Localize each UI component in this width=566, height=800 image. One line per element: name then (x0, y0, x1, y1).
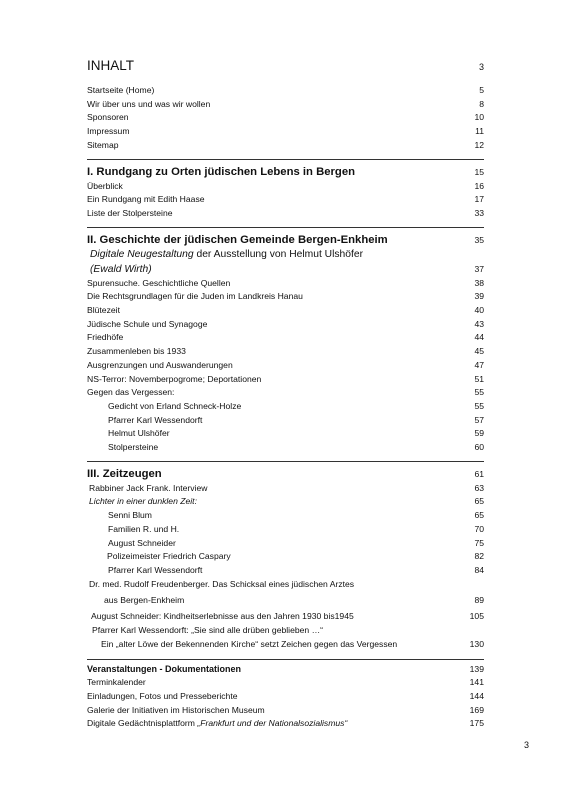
entry-page: 11 (475, 126, 484, 137)
section-heading-3[interactable] (87, 467, 484, 482)
entry-page: 45 (474, 346, 484, 357)
entry-page: 70 (474, 523, 484, 534)
entry-page: 130 (469, 638, 484, 649)
toc-entry[interactable] (87, 290, 484, 304)
toc-subentry[interactable] (87, 400, 484, 414)
entry-page: 82 (474, 551, 484, 562)
entry-label: August Schneider: Kindheitserlebnisse aus den Jahren 1930 bis1945 (91, 611, 354, 622)
entry-label: Spurensuche. Geschichtliche Quellen (87, 277, 231, 288)
entry-page: 89 (474, 595, 484, 606)
heading-label: II. Geschichte der jüdischen Gemeinde Bergen-Enkheim (87, 233, 388, 246)
entry-label-italic: „Frankfurt und der Nationalsozialismus“ (197, 718, 348, 729)
toc-entry[interactable] (87, 594, 484, 608)
entry-page: 169 (469, 704, 484, 715)
heading-label: III. Zeitzeugen (87, 467, 162, 480)
entry-label-rest: der Ausstellung von Helmut Ulshöfer (193, 248, 364, 260)
toc-entry[interactable] (87, 373, 484, 387)
toc-subentry[interactable] (87, 537, 484, 551)
entry-label: Die Rechtsgrundlagen für die Juden im Landkreis Hanau (87, 291, 303, 302)
entry-label: Zusammenleben bis 1933 (87, 346, 186, 357)
entry-label: Gegen das Vergessen: (87, 387, 175, 398)
toc-title-page: 3 (478, 62, 484, 72)
toc-entry[interactable] (87, 139, 484, 153)
entry-label: Impressum (87, 126, 130, 137)
toc-title: INHALT (87, 58, 135, 73)
toc-entry[interactable] (87, 277, 484, 291)
toc-entry[interactable] (87, 318, 484, 332)
toc-title-row (87, 56, 484, 77)
entry-label: Sponsoren (87, 112, 129, 123)
entry-label-italic: Digitale Neugestaltung (90, 248, 194, 260)
entry-label: Senni Blum (108, 510, 152, 521)
entry-label: Gedicht von Erland Schneck-Holze (108, 400, 242, 411)
entry-page: 105 (469, 611, 484, 622)
entry-page: 51 (474, 373, 484, 384)
toc-subentry[interactable] (87, 550, 484, 564)
entry-label: Pfarrer Karl Wessendorft (108, 414, 203, 425)
entry-page: 65 (474, 510, 484, 521)
entry-page: 141 (469, 677, 484, 688)
page-number: 3 (524, 740, 530, 750)
toc-subentry[interactable] (87, 427, 484, 441)
entry-label: Startseite (Home) (87, 85, 155, 95)
entry-label: Galerie der Initiativen im Historischen Museum (87, 704, 265, 715)
entry-label: NS-Terror: Novemberpogrome; Deportationen (87, 373, 262, 384)
toc-entry[interactable] (87, 359, 484, 373)
entry-page: 12 (474, 139, 484, 150)
entry-page: 39 (474, 291, 484, 302)
entry-label: Helmut Ulshöfer (108, 428, 170, 439)
heading-page: 139 (469, 664, 484, 675)
toc-entry[interactable] (87, 207, 484, 221)
entry-label: Pfarrer Karl Wessendorft: „Sie sind alle drüben geblieben …“ (92, 624, 324, 635)
heading-page: 15 (474, 166, 484, 177)
entry-page: 38 (474, 277, 484, 288)
toc-entry[interactable] (87, 578, 484, 592)
entry-page: 37 (474, 263, 484, 274)
entry-page: 5 (479, 85, 484, 95)
entry-page: 16 (474, 180, 484, 191)
toc-entry[interactable] (87, 624, 484, 638)
entry-label: Ein „alter Löwe der Bekennenden Kirche“ setzt Zeichen gegen das Vergessen (101, 638, 398, 649)
entry-label: Sitemap (87, 139, 119, 150)
entry-page: 84 (474, 564, 484, 575)
entry-label (87, 248, 363, 262)
entry-page: 43 (474, 318, 484, 329)
entry-label: Ein Rundgang mit Edith Haase (87, 194, 205, 205)
section-heading-4[interactable] (87, 663, 484, 676)
toc-entry[interactable] (87, 717, 484, 731)
toc-entry[interactable] (87, 610, 484, 624)
entry-page: 63 (474, 482, 484, 493)
entry-label: Pfarrer Karl Wessendorft (108, 564, 203, 575)
entry-page: 175 (469, 718, 484, 729)
entry-page: 47 (474, 359, 484, 370)
entry-label: Familien R. und H. (108, 523, 180, 534)
entry-label: Wir über uns und was wir wollen (87, 98, 211, 109)
toc-entry[interactable] (87, 304, 484, 318)
intro-list (87, 84, 484, 153)
entry-label: Jüdische Schule und Synagoge (87, 318, 208, 329)
heading-page: 61 (474, 468, 484, 479)
entry-label: Einladungen, Fotos und Presseberichte (87, 690, 238, 701)
entry-page: 40 (474, 305, 484, 316)
entry-label-plain: Digitale Gedächtnisplattform (87, 718, 198, 729)
toc-subentry[interactable] (87, 638, 484, 652)
toc-entry[interactable] (87, 193, 484, 207)
toc-subentry[interactable] (87, 523, 484, 537)
entry-page: 8 (479, 98, 484, 109)
entry-page: 65 (474, 496, 484, 507)
toc-subentry[interactable] (87, 509, 484, 523)
toc-entry[interactable] (87, 180, 484, 194)
entry-label: (Ewald Wirth) (90, 263, 152, 275)
entry-page: 55 (474, 400, 484, 411)
entry-label: Ausgrenzungen und Auswanderungen (87, 359, 233, 370)
entry-page: 10 (474, 112, 484, 123)
entry-label: Dr. med. Rudolf Freudenberger. Das Schicksal eines jüdischen Arztes (89, 578, 355, 589)
entry-label: Terminkalender (87, 677, 146, 688)
entry-label: Liste der Stolpersteine (87, 207, 173, 218)
toc-entry[interactable] (87, 690, 484, 704)
toc-entry[interactable] (87, 125, 484, 139)
heading-label: I. Rundgang zu Orten jüdischen Lebens in Bergen (87, 165, 356, 178)
toc-entry[interactable] (87, 495, 484, 509)
entry-label: Blütezeit (87, 305, 120, 316)
toc-entry[interactable] (87, 98, 484, 112)
entry-page: 144 (469, 690, 484, 701)
toc-entry[interactable] (87, 704, 484, 718)
toc-subentry[interactable] (87, 414, 484, 428)
entry-label: Rabbiner Jack Frank. Interview (89, 482, 208, 493)
toc-subentry[interactable] (87, 564, 484, 578)
toc-entry[interactable] (87, 262, 484, 277)
entry-page: 33 (474, 207, 484, 218)
toc-entry[interactable] (87, 676, 484, 690)
section-heading-2[interactable] (87, 233, 484, 248)
entry-page: 75 (474, 537, 484, 548)
entry-page: 60 (474, 442, 484, 453)
toc-entry[interactable] (87, 331, 484, 345)
heading-page: 35 (474, 234, 484, 245)
entry-page: 44 (474, 332, 484, 343)
toc-entry[interactable] (87, 482, 484, 496)
entry-label: Stolpersteine (108, 442, 159, 453)
toc-entry[interactable] (87, 84, 484, 98)
toc-subentry[interactable] (87, 441, 484, 455)
entry-label: August Schneider (108, 537, 176, 548)
entry-page: 57 (474, 414, 484, 425)
entry-label: Überblick (87, 180, 123, 191)
table-of-contents (87, 56, 484, 731)
entry-page: 59 (474, 428, 484, 439)
toc-entry[interactable] (87, 111, 484, 125)
entry-label: Friedhöfe (87, 332, 124, 343)
section-heading-1[interactable] (87, 165, 484, 180)
toc-entry-digital[interactable] (87, 248, 484, 262)
heading-label: Veranstaltungen - Dokumentationen (87, 664, 242, 675)
entry-label: aus Bergen-Enkheim (104, 595, 185, 606)
entry-page: 17 (474, 194, 484, 205)
toc-entry[interactable] (87, 345, 484, 359)
toc-entry[interactable] (87, 386, 484, 400)
entry-page: 55 (474, 387, 484, 398)
entry-label (87, 717, 347, 731)
entry-label: Lichter in einer dunklen Zeit: (89, 496, 197, 507)
entry-label: Polizeimeister Friedrich Caspary (107, 551, 231, 562)
